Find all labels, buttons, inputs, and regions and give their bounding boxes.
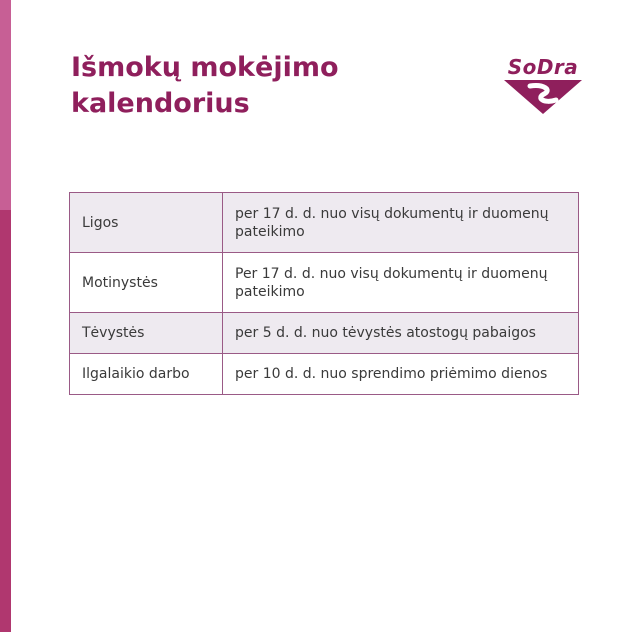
benefit-type-cell: Tėvystės [70, 313, 223, 354]
payment-term-cell: per 17 d. d. nuo visų dokumentų ir duomenų pateikimo [223, 193, 579, 253]
table-row [70, 354, 579, 395]
sodra-logo [500, 56, 586, 118]
payment-term-cell: per 5 d. d. nuo tėvystės atostogų pabaigos [223, 313, 579, 354]
payment-term-cell: Per 17 d. d. nuo visų dokumentų ir duomenų pateikimo [223, 253, 579, 313]
side-accent-bar-top [0, 0, 11, 210]
logo-text: SoDra [507, 55, 579, 79]
benefit-type-cell: Ligos [70, 193, 223, 253]
table-row [70, 313, 579, 354]
benefit-type-cell: Motinystės [70, 253, 223, 313]
payment-term-cell: per 10 d. d. nuo sprendimo priėmimo dienos [223, 354, 579, 395]
sodra-logo-icon [500, 76, 586, 116]
side-accent-bar-bottom [0, 210, 11, 632]
table-row [70, 193, 579, 253]
benefit-type-cell: Ilgalaikio darbo [70, 354, 223, 395]
table-row [70, 253, 579, 313]
page-title: Išmokų mokėjimo kalendorius [71, 52, 339, 119]
payment-calendar-table [69, 192, 579, 395]
